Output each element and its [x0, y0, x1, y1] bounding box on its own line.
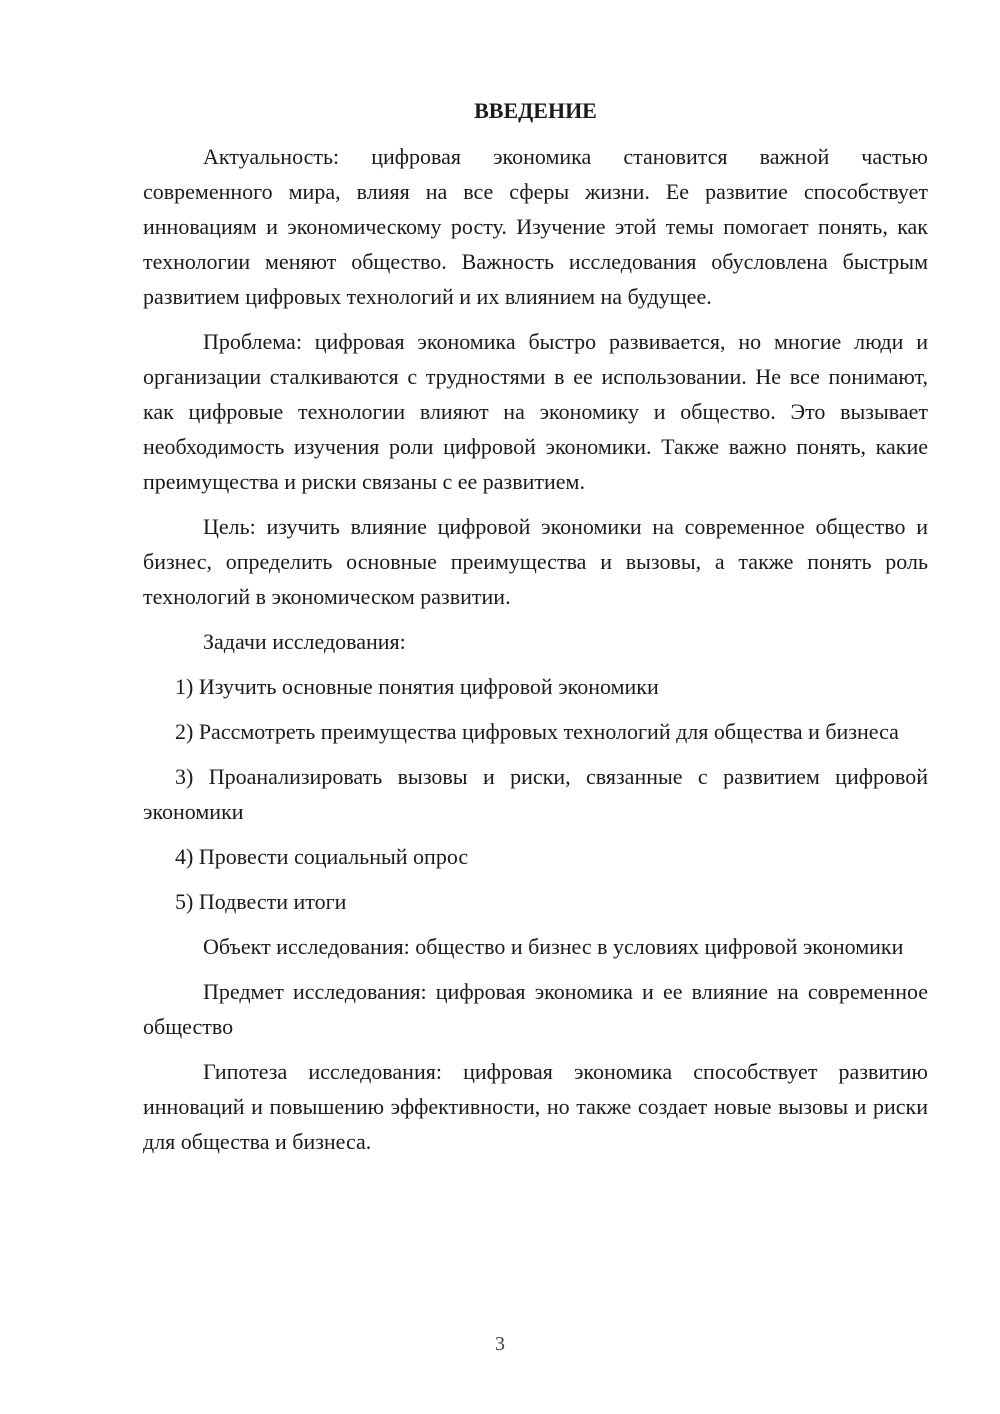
goal-paragraph: Цель: изучить влияние цифровой экономики на современное общество и бизнес, определить основные преимущества и вызовы, а также понять роль технологий в экономическом развитии. [143, 514, 928, 609]
section-heading: ВВЕДЕНИЕ [474, 98, 597, 123]
page-number: 3 [495, 1333, 505, 1355]
task-item-2: 2) Рассмотреть преимущества цифровых технологий для общества и бизнеса [175, 719, 899, 744]
task-item-4: 4) Провести социальный опрос [175, 844, 469, 869]
hypothesis-paragraph: Гипотеза исследования: цифровая экономика способствует развитию инноваций и повышению эффективности, но также создает новые вызовы и риски для общества и бизнеса. [143, 1059, 928, 1154]
tasks-title: Задачи исследования: [203, 629, 406, 654]
object-paragraph: Объект исследования: общество и бизнес в условиях цифровой экономики [203, 934, 904, 959]
task-item-5: 5) Подвести итоги [175, 889, 347, 914]
page-content [143, 95, 928, 1159]
problem-paragraph: Проблема: цифровая экономика быстро развивается, но многие люди и организации сталкиваются с трудностями в ее использовании. Не все понимают, как цифровые технологии влияют на экономику и общество. Это вызывает необходимость изучения роли цифровой экономики. Также важно понять, какие преимущества и риски связаны с ее развитием. [143, 329, 928, 494]
task-item-1: 1) Изучить основные понятия цифровой экономики [175, 674, 659, 699]
relevance-paragraph: Актуальность: цифровая экономика становится важной частью современного мира, влияя на все сферы жизни. Ее развитие способствует инновациям и экономическому росту. Изучение этой темы помогает понять, как технологии меняют общество. Важность исследования обусловлена быстрым развитием цифровых технологий и их влиянием на будущее. [143, 144, 928, 309]
subject-paragraph: Предмет исследования: цифровая экономика и ее влияние на современное общество [143, 979, 928, 1039]
task-item-3: 3) Проанализировать вызовы и риски, связанные с развитием цифровой экономики [143, 764, 928, 824]
